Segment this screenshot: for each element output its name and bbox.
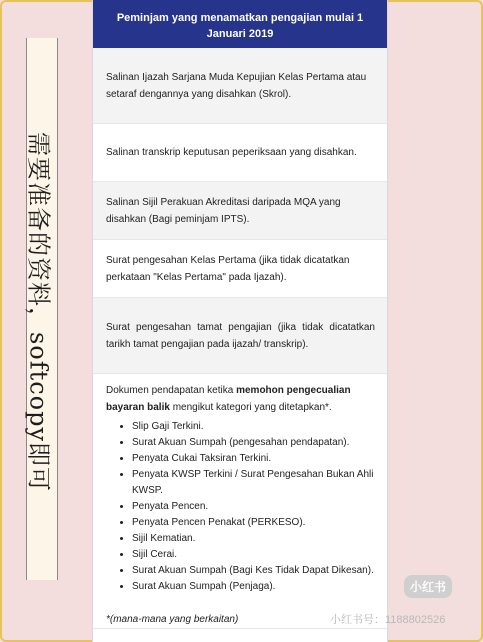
- requirement-row: [93, 124, 387, 182]
- requirement-text: Salinan Sijil Perakuan Akreditasi daripada MQA yang disahkan (Bagi peminjam IPTS).: [106, 196, 341, 225]
- list-item: • Penyata Pencen.: [132, 499, 375, 515]
- income-documents-intro: Dokumen pendapatan ketika memohon pengecualian bayaran balik mengikut kategori yang ditetapkan*.: [106, 385, 351, 413]
- requirement-row: [93, 240, 387, 298]
- handwritten-note: 需要准备的资料，softcopy即可: [24, 131, 53, 493]
- list-item: • Slip Gaji Terkini.: [132, 419, 375, 435]
- watermark-logo: 小红书: [404, 575, 452, 598]
- requirement-row: [93, 182, 387, 240]
- watermark-id: 小红书号：1188802526: [330, 614, 446, 626]
- requirement-text: Surat pengesahan tamat pengajian (jika tidak dicatatkan tarikh tamat pengajian pada ijazah/ transkrip).: [106, 321, 375, 350]
- list-item: • Penyata Pencen Penakat (PERKESO).: [132, 515, 375, 531]
- requirements-card: [92, 0, 388, 642]
- list-item: • Sijil Cerai.: [132, 547, 375, 563]
- list-item: • Penyata KWSP Terkini / Surat Pengesahan Bukan Ahli KWSP.: [132, 467, 375, 499]
- requirement-text: Salinan Ijazah Sarjana Muda Kepujian Kelas Pertama atau setaraf dengannya yang disahkan (Skrol).: [106, 71, 367, 100]
- requirement-text: Surat pengesahan Kelas Pertama (jika tidak dicatatkan perkataan "Kelas Pertama" pada Ijazah).: [106, 254, 350, 283]
- income-documents-section: [93, 374, 387, 629]
- requirement-text: Salinan transkrip keputusan peperiksaan yang disahkan.: [106, 147, 357, 158]
- requirement-row: [93, 298, 387, 374]
- list-item: • Sijil Kematian.: [132, 531, 375, 547]
- footnote: *(mana-mana yang berkaitan): [106, 614, 239, 625]
- section-header: Peminjam yang menamatkan pengajian mulai 1 Januari 2019: [93, 0, 387, 48]
- list-item: • Surat Akuan Sumpah (Bagi Kes Tidak Dapat Dikesan).: [132, 563, 375, 579]
- list-item: • Penyata Cukai Taksiran Terkini.: [132, 451, 375, 467]
- requirement-row: [93, 48, 387, 124]
- list-item: • Surat Akuan Sumpah (Penjaga).: [132, 579, 375, 595]
- income-documents-list: [106, 419, 375, 595]
- list-item: • Surat Akuan Sumpah (pengesahan pendapatan).: [132, 435, 375, 451]
- intro-emphasis: memohon pengecualian bayaran balik: [106, 385, 351, 413]
